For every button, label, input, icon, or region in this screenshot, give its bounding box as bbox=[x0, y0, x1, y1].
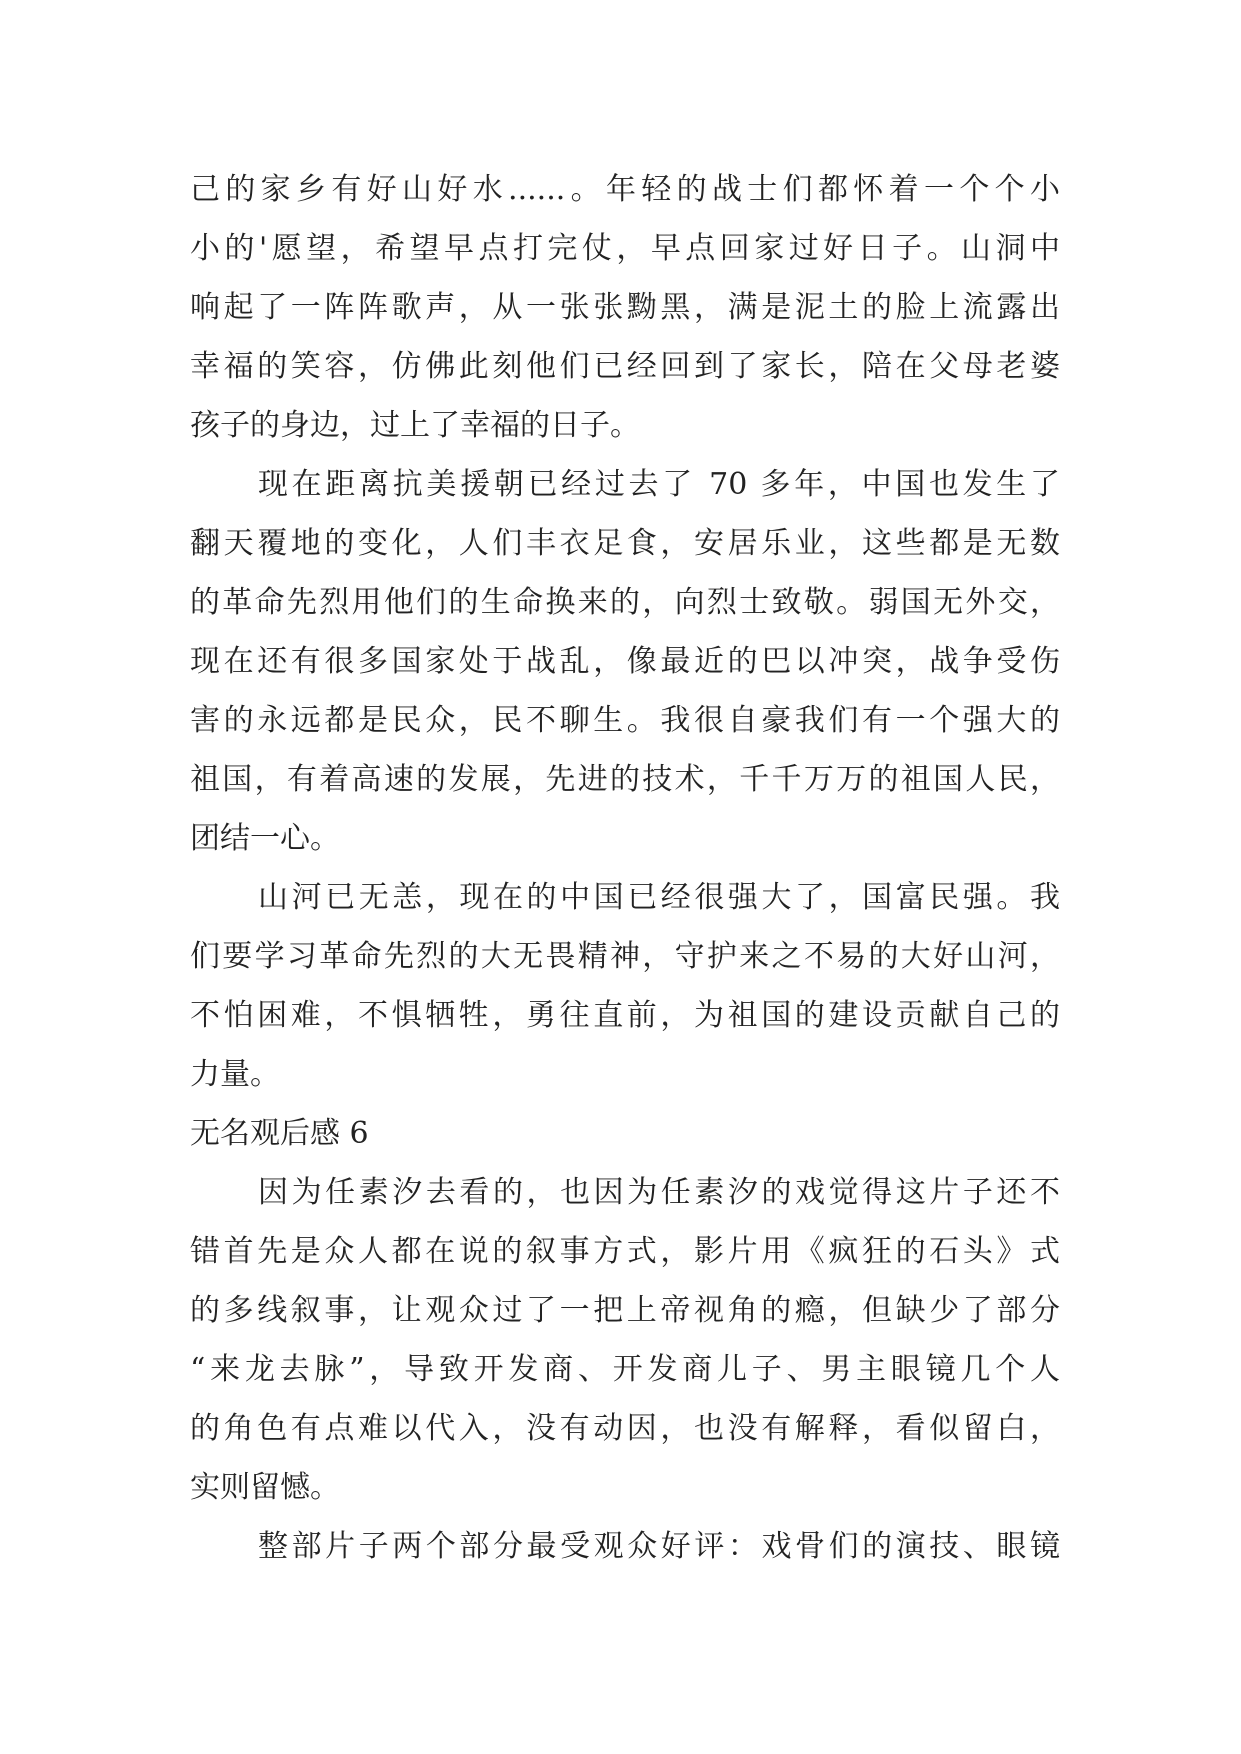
text-line: 的革命先烈用他们的生命换来的，向烈士致敬。弱国无外交， bbox=[190, 585, 1060, 620]
paragraph-start-line: 山河已无恙，现在的中国已经很强大了，国富民强。我 bbox=[258, 880, 1060, 915]
text-line: 实则留憾。 bbox=[190, 1470, 340, 1505]
text-line: 力量。 bbox=[190, 1057, 280, 1092]
text-line: 的多线叙事，让观众过了一把上帝视角的瘾，但缺少了部分 bbox=[190, 1293, 1060, 1328]
text-line: 现在还有很多国家处于战乱，像最近的巴以冲突，战争受伤 bbox=[190, 644, 1060, 679]
text-line: 错首先是众人都在说的叙事方式，影片用《疯狂的石头》式 bbox=[190, 1234, 1060, 1269]
text-line: 己的家乡有好山好水......。年轻的战士们都怀着一个个小 bbox=[190, 172, 1060, 207]
text-line: 团结一心。 bbox=[190, 821, 340, 856]
document-body bbox=[190, 160, 1060, 1576]
text-line: 不怕困难，不惧牺牲，勇往直前，为祖国的建设贡献自己的 bbox=[190, 998, 1060, 1033]
text-line: 小的'愿望，希望早点打完仗，早点回家过好日子。山洞中 bbox=[190, 231, 1060, 266]
paragraph-start-line: 因为任素汐去看的，也因为任素汐的戏觉得这片子还不 bbox=[258, 1175, 1060, 1210]
text-line: 祖国，有着高速的发展，先进的技术，千千万万的祖国人民， bbox=[190, 762, 1060, 797]
text-line: 响起了一阵阵歌声，从一张张黝黑，满是泥土的脸上流露出 bbox=[190, 290, 1060, 325]
text-line: 们要学习革命先烈的大无畏精神，守护来之不易的大好山河， bbox=[190, 939, 1060, 974]
text-line: “来龙去脉”，导致开发商、开发商儿子、男主眼镜几个人 bbox=[190, 1352, 1060, 1387]
text-line: 幸福的笑容，仿佛此刻他们已经回到了家长，陪在父母老婆 bbox=[190, 349, 1060, 384]
paragraph-start-line: 现在距离抗美援朝已经过去了 70 多年，中国也发生了 bbox=[258, 467, 1060, 502]
text-line: 孩子的身边，过上了幸福的日子。 bbox=[190, 408, 640, 443]
text-line: 害的永远都是民众，民不聊生。我很自豪我们有一个强大的 bbox=[190, 703, 1060, 738]
text-line: 的角色有点难以代入，没有动因，也没有解释，看似留白， bbox=[190, 1411, 1060, 1446]
text-line: 翻天覆地的变化，人们丰衣足食，安居乐业，这些都是无数 bbox=[190, 526, 1060, 561]
section-heading: 无名观后感 6 bbox=[190, 1116, 369, 1151]
paragraph-start-line: 整部片子两个部分最受观众好评：戏骨们的演技、眼镜 bbox=[258, 1529, 1060, 1564]
